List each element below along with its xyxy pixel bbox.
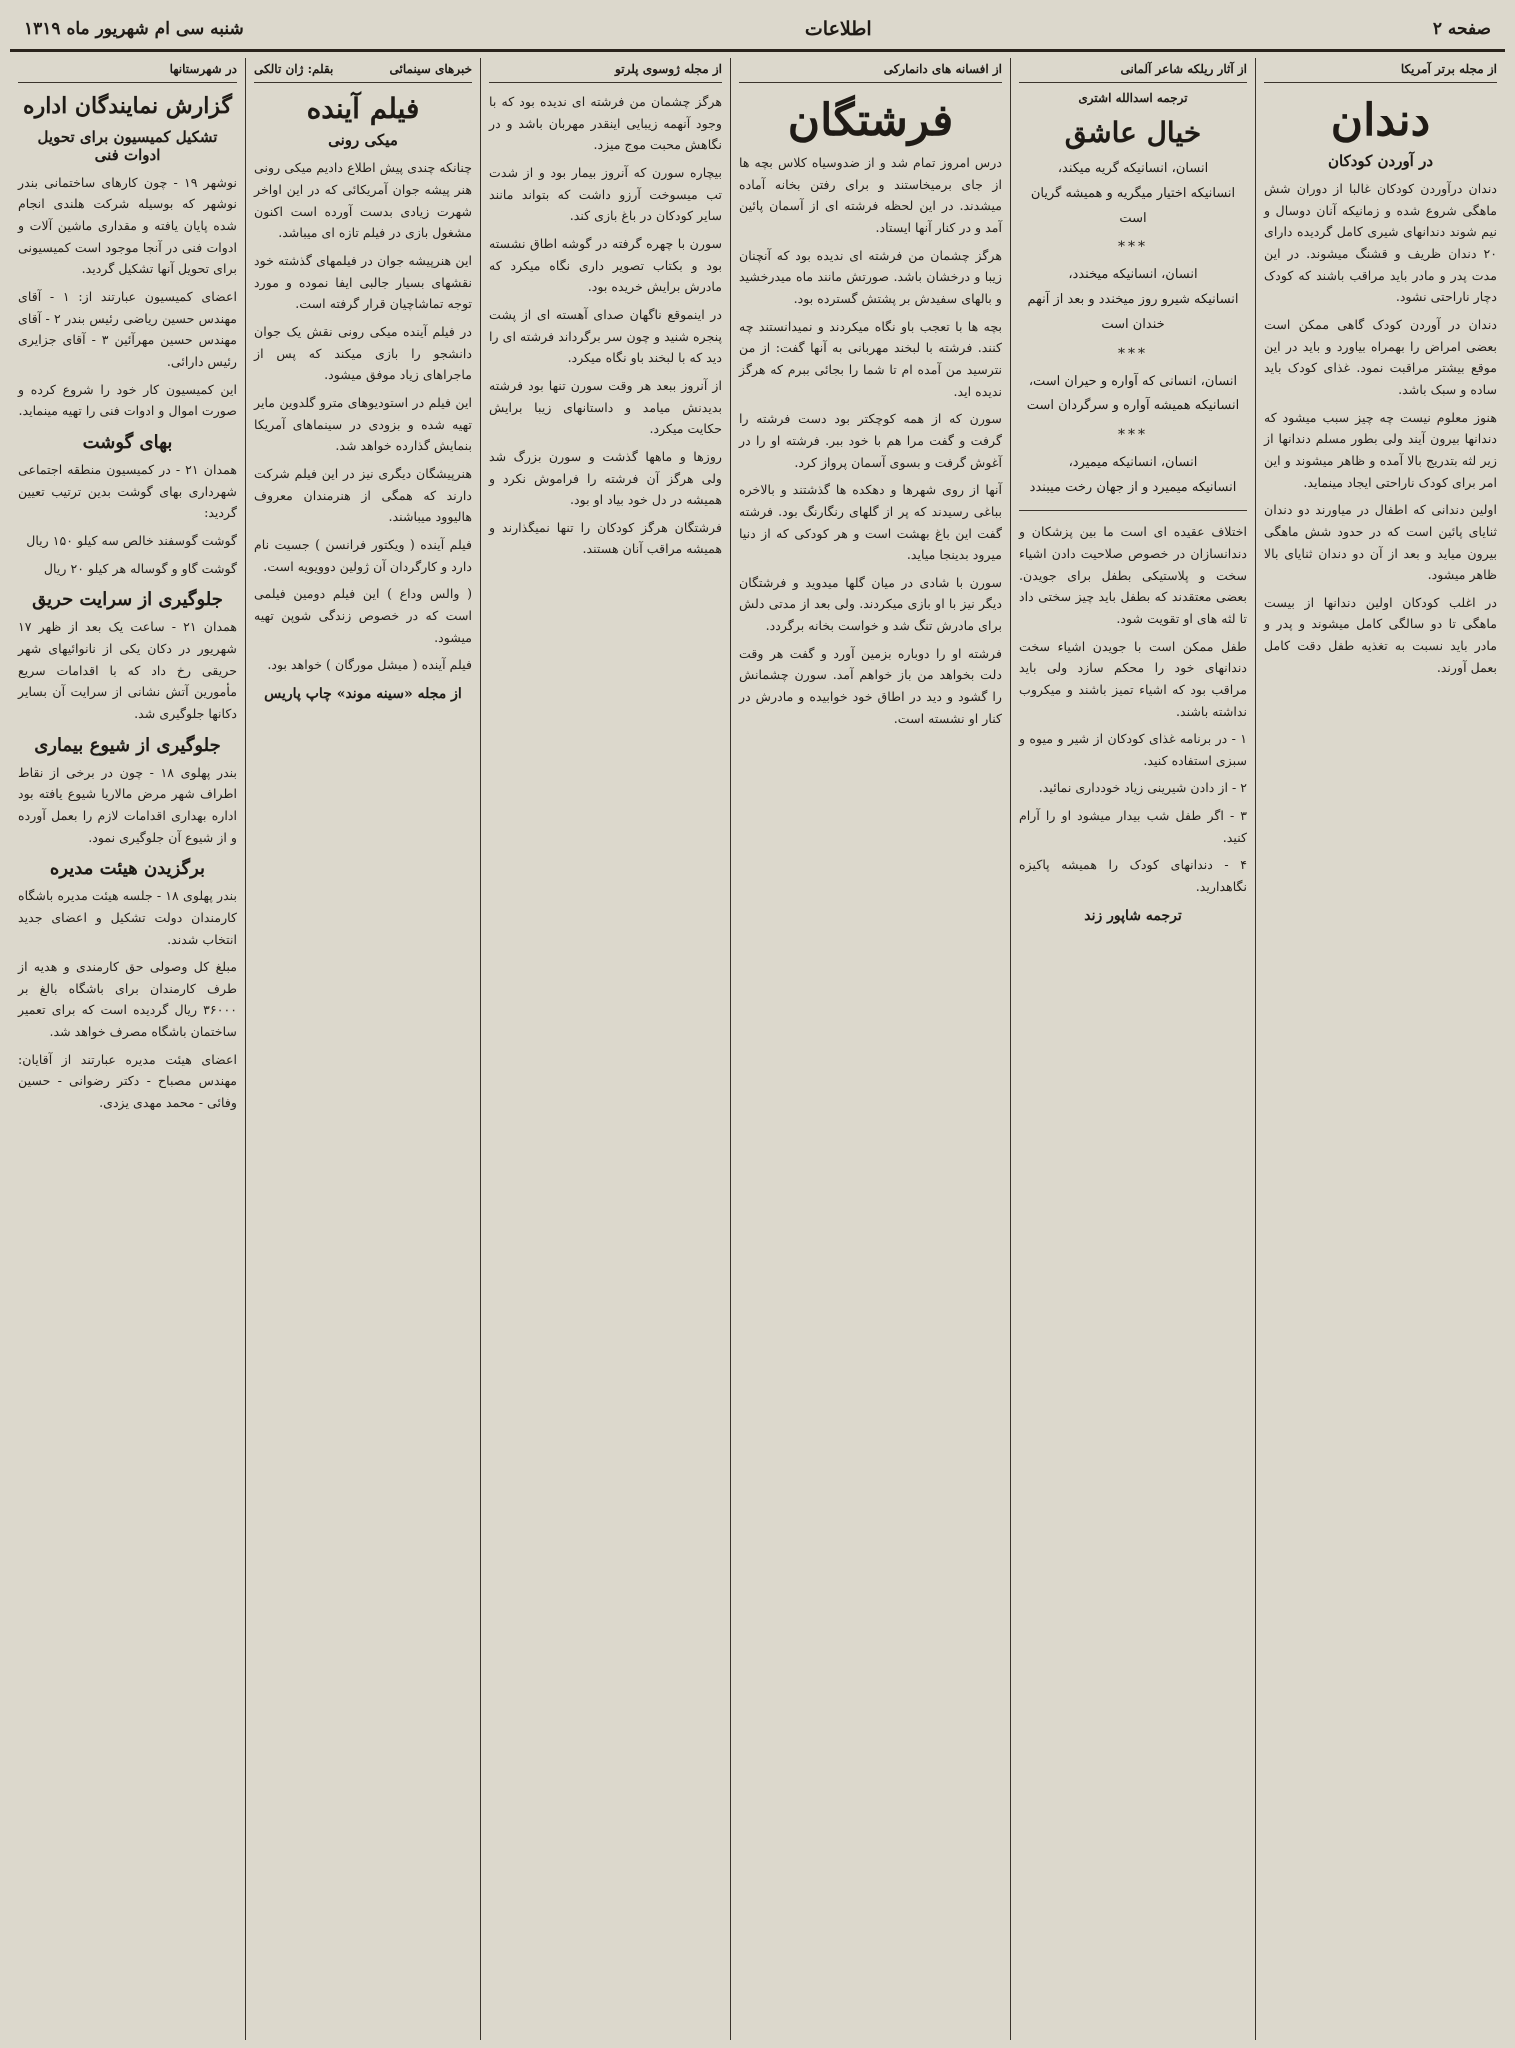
separator-stars: *** <box>1118 426 1148 443</box>
paragraph: این هنرپیشه جوان در فیلمهای گذشته خود نقشهای بسیار جالبی ایفا نموده و مورد توجه تماشاچیان قرار گرفته است. <box>254 253 472 312</box>
paragraph: چنانکه چندی پیش اطلاع دادیم میکی رونی هنر پیشه جوان آمریکائی که در این اواخر شهرت زیادی بدست آورده است اکنون مشغول بازی در فیلم تازه ای میباشد. <box>254 160 472 241</box>
section-heading: برگزیدن هیئت مدیره <box>49 858 206 880</box>
article-body <box>1019 521 1247 898</box>
paragraph: نوشهر ۱۹ - چون کارهای ساختمانی بندر نوشهر که بوسیله شرکت هلندی انجام شده پایان یافته و مقداری ماشین آلات و ادوات فنی در آنجا موجود است کمیسیونی برای تحویل آنها تشکیل گردید. <box>18 174 237 277</box>
columns-area <box>10 58 1505 2040</box>
article-title: دندان <box>1330 95 1431 146</box>
paragraph: همدان ۲۱ - ساعت یک بعد از ظهر ۱۷ شهریور در دکان یکی از نانوائیهای شهر حریقی رخ داد که با اقدامات سریع مأمورین آتش نشانی از سرایت آن بسایر دکانها جلوگیری شد. <box>18 619 237 721</box>
paragraph: این کمیسیون کار خود را شروع کرده و صورت اموال و ادوات فنی را تهیه مینماید. <box>18 381 237 419</box>
paragraph: ۱ - در برنامه غذای کودکان از شیر و میوه و سبزی استفاده کنید. <box>1019 731 1247 768</box>
poem-line: انسانیکه همیشه آواره و سرگردان است <box>1026 398 1240 414</box>
article-subtitle: میکی رونی <box>328 131 398 150</box>
article-body <box>489 91 722 560</box>
paragraph: طفل ممکن است با جویدن اشیاء سخت دندانهای خود را محکم سازد ولی باید مراقب بود که اشیاء تمیز باشند و میکروب نداشته باشند. <box>1019 638 1247 719</box>
column-header <box>739 58 1002 83</box>
paragraph: هرگز چشمان من فرشته ای ندیده بود که آنچنان زیبا و درخشان باشد. صورتش مانند ماه میدرخشید و بالهای سفیدش بر پشتش گسترده بود. <box>739 247 1002 306</box>
article-body <box>18 885 237 1114</box>
poem-line: خندان است <box>1101 316 1165 332</box>
translator-credit: ترجمه اسدالله اشتری <box>1078 91 1188 105</box>
newspaper-page <box>10 8 1505 2040</box>
paragraph: اعضای کمیسیون عبارتند از: ۱ - آقای مهندس حسین ریاضی رئیس بندر ۲ - آقای مهندس حسین مهرآئین ۳ - آقای جزایری رئیس دارائی. <box>18 289 237 370</box>
paragraph: ۳ - اگر طفل شب بیدار میشود او را آرام کنید. <box>1019 808 1247 845</box>
paragraph: ۲ - از دادن شیرینی زیاد خودداری نمائید. <box>1038 780 1247 796</box>
column-angels-continued <box>480 58 730 2040</box>
paragraph: آنها از روی شهرها و دهکده ها گذشتند و بالاخره بباغی رسیدند که پر از گلهای رنگارنگ بود. فرشته گفت این باغ بهشت است و هر کودکی که از دنیا میرود بدینجا میاید. <box>739 482 1002 563</box>
paragraph: اختلاف عقیده ای است ما بین پزشکان و دندانسازان در خصوص صلاحیت دادن اشیاء سخت و پلاستیکی بطفل برای جویدن. بعضی معتقدند که بطفل باید چیز سختی داد تا لثه های او تقویت شود. <box>1019 524 1247 626</box>
column-source: خبرهای سینمائی <box>389 62 472 76</box>
section-heading: بهای گوشت <box>82 432 173 454</box>
issue-date: شنبه سی ام شهریور ماه ۱۳۱۹ <box>24 18 244 39</box>
section-heading: جلوگیری از سرایت حریق <box>32 589 223 611</box>
poem-line: انسان، انسانیکه میخندد، <box>1068 267 1198 283</box>
paragraph: فیلم آینده ( ویکتور فرانسن ) جسیت نام دارد و کارگردان آن ژولین دوویویه است. <box>254 536 472 574</box>
column-author: بقلم: ژان تالکی <box>254 62 334 76</box>
article-subtitle: در آوردن کودکان <box>1327 152 1433 170</box>
paragraph: در اینموقع ناگهان صدای آهسته ای از پشت پنجره شنید و چون سر برگرداند فرشته ای را دید که با لبخند باو نگاه میکرد. <box>489 306 722 366</box>
article-title: فیلم آینده <box>306 92 420 125</box>
paragraph: همدان ۲۱ - در کمیسیون منطقه اجتماعی شهرداری بهای گوشت بدین ترتیب تعیین گردید: <box>18 462 237 521</box>
article-title: خیال عاشق <box>1064 116 1202 149</box>
column-source: از مجله ژوسوی پلرتو <box>615 62 722 76</box>
column-lover-fantasy <box>1010 58 1255 2040</box>
paragraph: بندر پهلوی ۱۸ - چون در برخی از نقاط اطراف شهر مرض مالاریا شیوع یافته بود اداره بهداری اقدامات لازم را بعمل آورده و از شیوع آن جلوگیری نمود. <box>18 764 237 845</box>
poem-line: انسانیکه میمیرد و از جهان رخت میبندد <box>1029 479 1237 495</box>
article-body <box>1264 178 1497 678</box>
poem-line: انسانیکه شیرو روز میخندد و بعد از آنهم <box>1027 292 1239 308</box>
poem-stanza <box>1019 451 1247 500</box>
article-body <box>18 616 237 724</box>
poem-stanza <box>1019 370 1247 419</box>
signature: ترجمه شاپور زند <box>1084 907 1182 924</box>
paragraph: بندر پهلوی ۱۸ - جلسه هیئت مدیره باشگاه کارمندان دولت تشکیل و اعضای جدید انتخاب شدند. <box>18 888 237 947</box>
poem-line: انسانیکه اختیار میگریه و همیشه گریان <box>1030 186 1236 202</box>
paragraph: هنرپیشگان دیگری نیز در این فیلم شرکت دارند که همگی از هنرمندان معروف هالیوود میباشند. <box>254 465 472 525</box>
paragraph: سورن با شادی در میان گلها میدوید و فرشتگان دیگر نیز با او بازی میکردند. ولی بعد از مدتی دلش برای مادرش تنگ شد و خواست بخانه برگردد. <box>739 574 1002 634</box>
column-header <box>1019 58 1247 83</box>
column-header <box>18 58 237 83</box>
article-body <box>18 762 237 849</box>
separator-stars: *** <box>1118 239 1148 256</box>
poem-line: انسان، انسانیکه گریه میکند، <box>1057 161 1209 177</box>
article-body <box>18 459 237 579</box>
column-source: از آثار ریلکه شاعر آلمانی <box>1120 62 1247 76</box>
paragraph: فیلم آینده ( میشل مورگان ) خواهد بود. <box>267 657 472 673</box>
poem-line: انسان، انسانی که آواره و حیران است، <box>1028 373 1238 389</box>
article-body <box>18 172 237 422</box>
poem-stanza <box>1019 157 1247 231</box>
paragraph: اولین دندانی که اطفال در میاورند دو دندان ثنایای پائین است که در حدود شش ماهگی بیرون میاید و بعد از آن دو دندان ثنایای بالا ظاهر میشود. <box>1264 502 1497 583</box>
paragraph: فرشتگان هرگز کودکان را تنها نمیگذارند و همیشه مراقب آنان هستند. <box>489 519 722 557</box>
article-title: فرشتگان <box>787 95 954 146</box>
paragraph: گوشت گوسفند خالص سه کیلو ۱۵۰ ریال <box>26 532 237 548</box>
article-body <box>254 157 472 675</box>
paragraph: دندان در آوردن کودک گاهی ممکن است بعضی امراض را بهمراه بیاورد و باید در این موقع بیشتر مراقبت نمود. غذای کودک باید ساده و سبک باشد. <box>1264 316 1497 397</box>
paragraph: سورن که از همه کوچکتر بود دست فرشته را گرفت و گفت مرا هم با خود ببر. فرشته او را در آغوش گرفت و بسوی آسمان پرواز کرد. <box>739 411 1002 470</box>
separator-stars: *** <box>1118 345 1148 362</box>
column-header <box>254 58 472 83</box>
paragraph: اعضای هیئت مدیره عبارتند از آقایان: مهندس مصباح - دکتر رضوانی - حسین وفائی - محمد مهدی یزدی. <box>18 1051 237 1111</box>
poem-line: انسان، انسانیکه میمیرد، <box>1068 454 1198 470</box>
paragraph: ۴ - دندانهای کودک را همیشه پاکیزه نگاهدارید. <box>1019 857 1247 895</box>
column-source: از افسانه های دانمارکی <box>883 62 1002 76</box>
paragraph: دندان درآوردن کودکان غالبا از دوران شش ماهگی شروع شده و زمانیکه آنان دوسال و نیم شوند دندانهای شیری کامل گردیده دارای ۲۰ دندان ظریف و قشنگ میشوند. در این مدت پدر و مادر باید مراقب باشند که کودک دچار ناراحتی نشود. <box>1264 181 1497 305</box>
source-credit: از مجله «سینه موند» چاپ پاریس <box>264 685 462 702</box>
paragraph: این فیلم در استودیوهای مترو گلدوین مایر تهیه شده و بزودی در سینماهای آمریکا بنمایش گذارده خواهد شد. <box>254 394 472 454</box>
article-title: گزارش نمایندگان اداره <box>23 93 232 119</box>
poem-stanza <box>1019 263 1247 337</box>
paragraph: بچه ها با تعجب باو نگاه میکردند و نمیدانستند چه کنند. فرشته با لبخند مهربانی به آنها گفت: از من نترسید من آمده ام تا شما را بجائی ببرم که هرگز ندیده اید. <box>739 318 1002 399</box>
paragraph: از آنروز ببعد هر وقت سورن تنها بود فرشته بدیدنش میامد و داستانهای زیبا برایش حکایت میکرد. <box>489 377 722 437</box>
paragraph: در اغلب کودکان اولین دندانها از بیست ماهگی تا دو سالگی کامل میشوند و پدر و مادر باید نسبت به تغذیه طفل دقت کامل بعمل آورند. <box>1264 594 1497 675</box>
paragraph: روزها و ماهها گذشت و سورن بزرگ شد ولی هرگز آن فرشته را فراموش نکرد و همیشه در دل خود بیاد او بود. <box>489 448 722 508</box>
section-heading: جلوگیری از شیوع بیماری <box>34 734 221 756</box>
column-header <box>489 58 722 83</box>
column-cinema-news <box>245 58 480 2040</box>
paragraph: ( والس وداع ) این فیلم دومین فیلمی است که در خصوص زندگی شوپن تهیه میشود. <box>254 586 472 645</box>
paragraph: فرشته او را دوباره بزمین آورد و گفت هر وقت دلت بخواهد من باز خواهم آمد. سورن چشمانش را گشود و دید در اطاق خود خوابیده و مادرش در کنار او نشسته است. <box>739 645 1002 726</box>
article-body <box>739 152 1002 729</box>
paragraph: هنوز معلوم نیست چه چیز سبب میشود که دندانها بیرون آیند ولی بطور مسلم دندانها از زیر لثه بتدریج بالا آمده و ظاهر میشوند و این امر برای کودک ناراحتی ایجاد مینماید. <box>1264 409 1497 490</box>
paragraph: گوشت گاو و گوساله هر کیلو ۲۰ ریال <box>43 560 237 576</box>
column-angels-story <box>730 58 1010 2040</box>
column-provinces <box>10 58 245 2040</box>
newspaper-name: اطلاعات <box>804 17 872 40</box>
column-header <box>1264 58 1497 83</box>
page-number: صفحه ۲ <box>1432 18 1491 39</box>
paragraph: هرگز چشمان من فرشته ای ندیده بود که با وجود آنهمه زیبایی اینقدر مهربان باشد و در نگاهش محبت موج میزد. <box>489 94 722 153</box>
paragraph: سورن با چهره گرفته در گوشه اطاق نشسته بود و بکتاب تصویر داری نگاه میکرد که مادرش برایش خریده بود. <box>489 235 722 295</box>
divider <box>1019 510 1247 511</box>
paragraph: مبلغ کل وصولی حق کارمندی و هدیه از طرف کارمندان برای باشگاه بالغ بر ۳۶۰۰۰ ریال گردیده است که برای تعمیر ساختمان باشگاه مصرف خواهد شد. <box>18 959 237 1040</box>
paragraph: در فیلم آینده میکی رونی نقش یک جوان دانشجو را بازی میکند که پس از ماجراهای زیاد موفق میشود. <box>254 323 472 383</box>
masthead <box>10 8 1505 52</box>
column-source: در شهرستانها <box>169 62 237 76</box>
paragraph: درس امروز تمام شد و از ضدوسیاه کلاس بچه ها از جای برمیخاستند و برای رفتن بخانه آماده میشدند. در این لحظه فرشته ای از آسمان پائین آمد و در کنار آنها ایستاد. <box>739 155 1002 235</box>
column-teeth <box>1255 58 1505 2040</box>
paragraph: بیچاره سورن که آنروز بیمار بود و از شدت تب میسوخت آرزو داشت که بتواند مانند سایر کودکان در باغ بازی کند. <box>489 164 722 224</box>
article-subtitle: تشکیل کمیسیون برای تحویل ادوات فنی <box>37 127 218 164</box>
column-source: از مجله برتر آمریکا <box>1400 62 1497 76</box>
poem-line: است <box>1119 210 1147 226</box>
